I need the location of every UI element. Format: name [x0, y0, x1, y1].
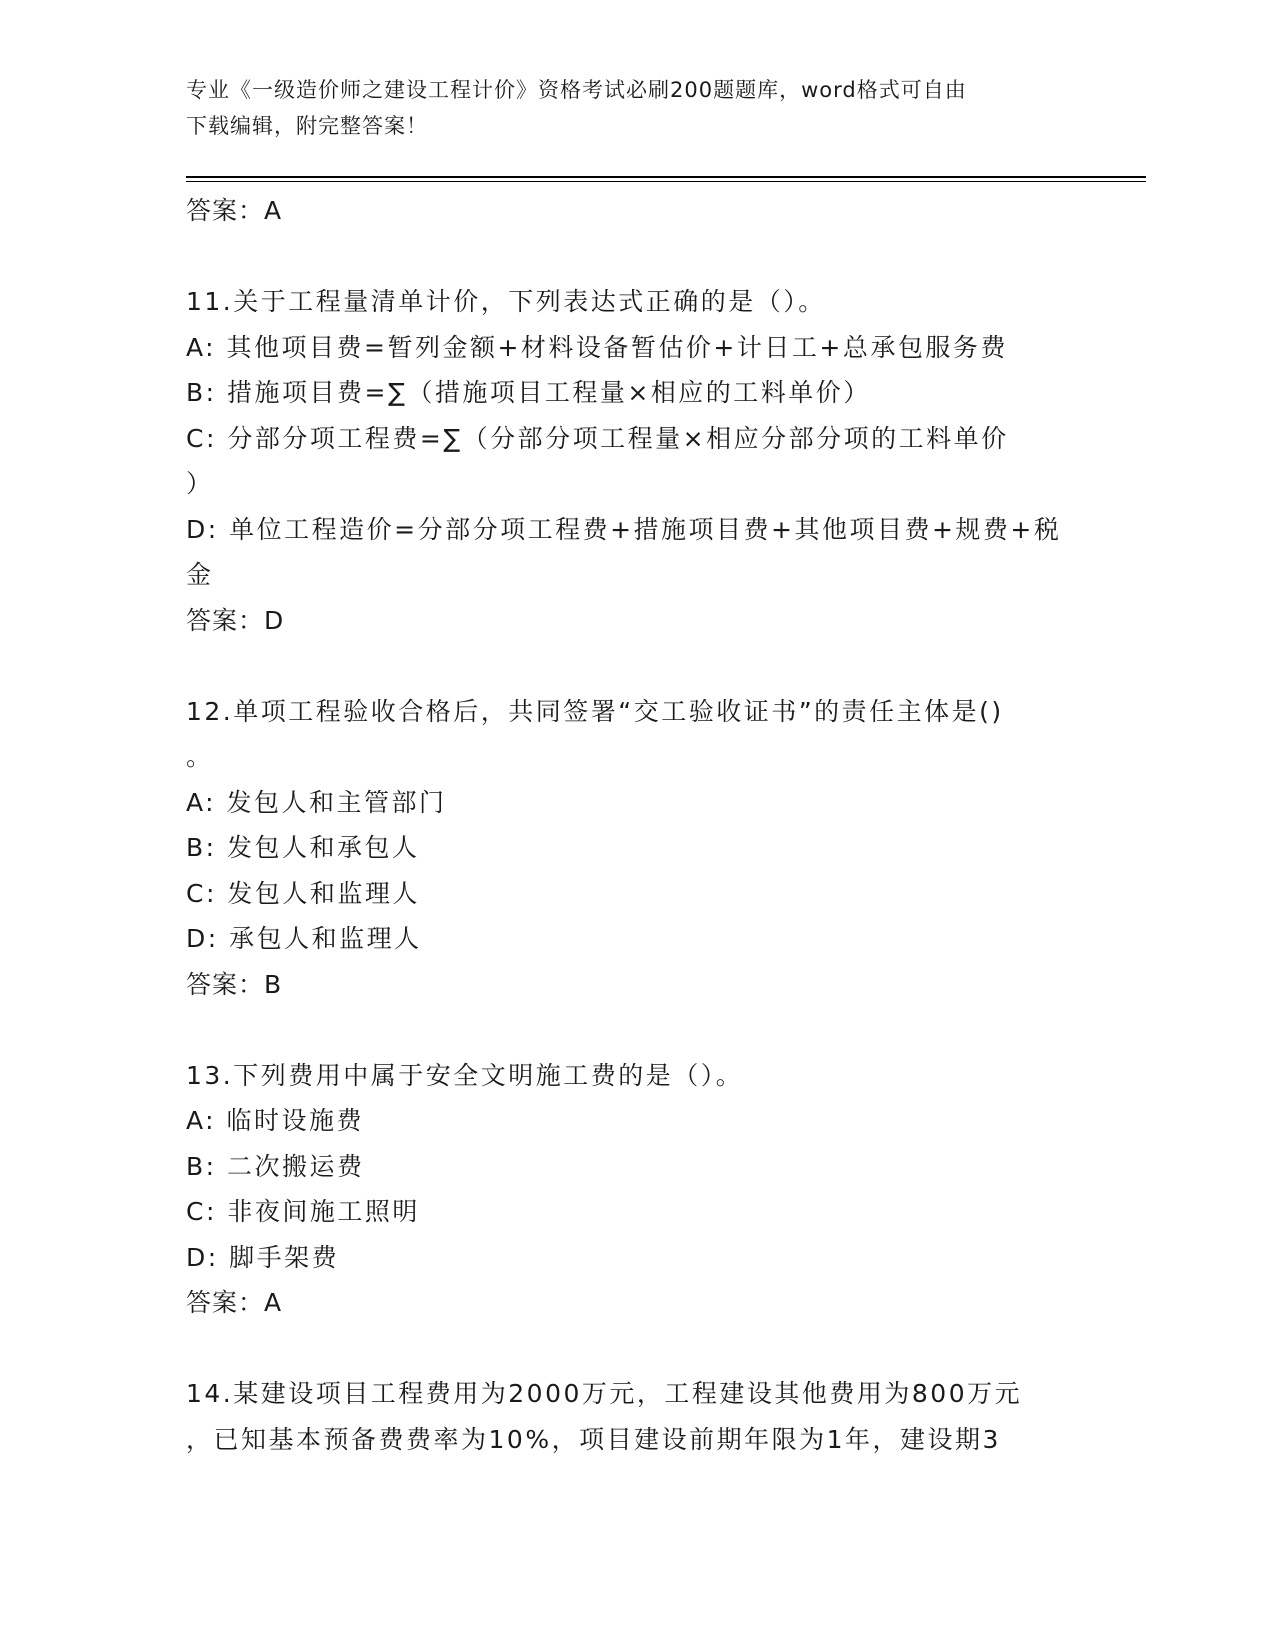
option-c: C: 非夜间施工照明	[186, 1197, 420, 1226]
answer-previous: 答案：A	[186, 196, 283, 225]
question-14	[186, 1371, 1066, 1462]
question-text-continued: ，已知基本预备费费率为10%，项目建设前期年限为1年，建设期3	[186, 1424, 1001, 1454]
answer: 答案：A	[186, 1288, 283, 1317]
option-d: D: 承包人和监理人	[186, 924, 422, 953]
option-b: B: 发包人和承包人	[186, 833, 420, 862]
spacer	[186, 1007, 1066, 1053]
answer: 答案：D	[186, 605, 285, 635]
spacer	[186, 1326, 1066, 1372]
question-text: 14.某建设项目工程费用为2000万元，工程建设其他费用为800万元	[186, 1379, 1023, 1408]
question-text: 13.下列费用中属于安全文明施工费的是（）。	[186, 1060, 744, 1090]
option-b: B: 措施项目费=∑（措施项目工程量×相应的工料单价）	[186, 378, 871, 407]
header-divider-thin	[186, 181, 1146, 182]
question-12	[186, 689, 1066, 1008]
option-d: D: 脚手架费	[186, 1242, 340, 1272]
header-line-1: 专业《一级造价师之建设工程计价》资格考试必刷200题题库，word格式可自由	[186, 78, 967, 102]
answer: 答案：B	[186, 969, 283, 999]
question-content	[186, 188, 1066, 1462]
option-d-continued: 金	[186, 560, 214, 589]
option-c: C: 发包人和监理人	[186, 878, 420, 908]
question-13	[186, 1053, 1066, 1326]
spacer	[186, 643, 1066, 689]
question-11	[186, 279, 1066, 643]
option-a: A: 其他项目费=暂列金额+材料设备暂估价+计日工+总承包服务费	[186, 332, 1008, 362]
question-text: 12.单项工程验收合格后，共同签署“交工验收证书”的责任主体是()	[186, 696, 1004, 726]
option-c: C: 分部分项工程费=∑（分部分项工程量×相应分部分项的工料单价	[186, 423, 1009, 453]
header-divider-thick	[186, 176, 1146, 178]
option-c-continued: ）	[186, 469, 214, 498]
page-header	[186, 72, 1066, 144]
header-line-2: 下载编辑，附完整答案！	[186, 114, 428, 138]
option-a: A: 发包人和主管部门	[186, 787, 447, 817]
spacer	[186, 234, 1066, 280]
option-b: B: 二次搬运费	[186, 1151, 365, 1181]
option-a: A: 临时设施费	[186, 1106, 365, 1135]
option-d: D: 单位工程造价=分部分项工程费+措施项目费+其他项目费+规费+税	[186, 514, 1062, 544]
question-text-continued: 。	[186, 742, 214, 771]
question-text: 11.关于工程量清单计价，下列表达式正确的是（）。	[186, 287, 826, 316]
